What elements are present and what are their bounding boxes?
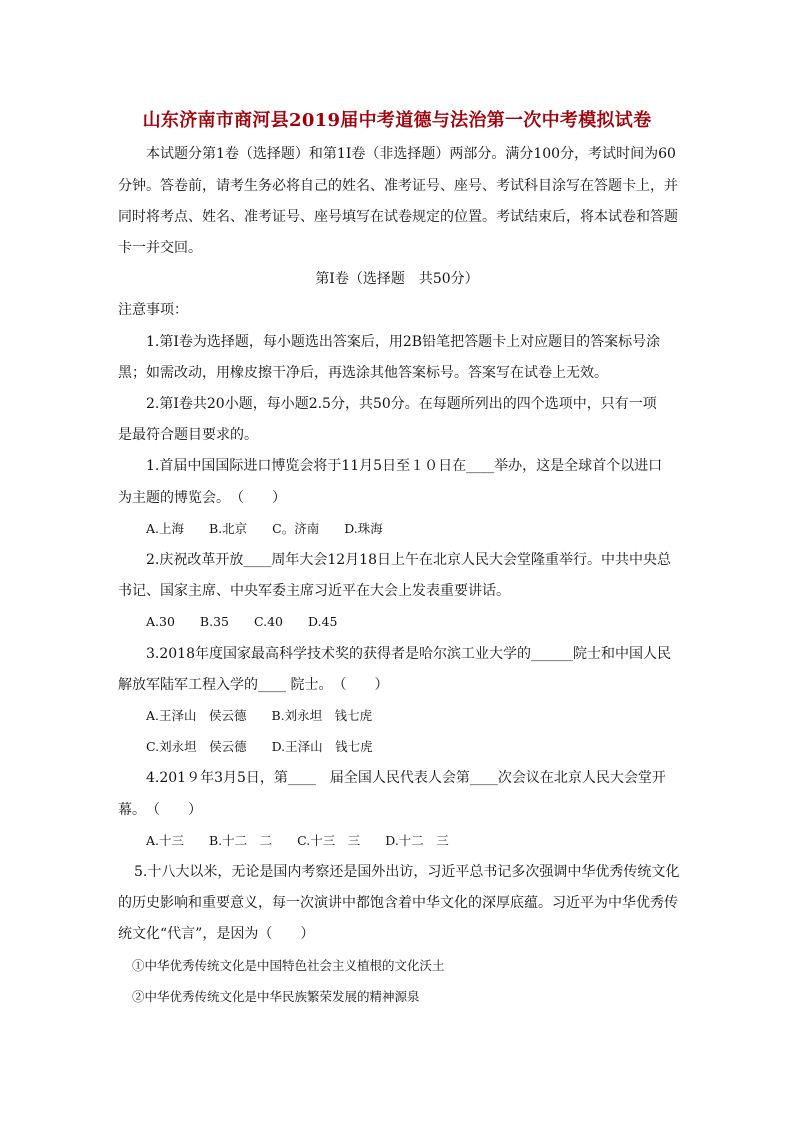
intro-line-3: 同时将考点、姓名、准考证号、座号填写在试卷规定的位置。考试结束后，将本试卷和答题: [118, 209, 678, 225]
note-line-2: 黑；如需改动，用橡皮擦干净后，再选涂其他答案标号。答案写在试卷上无效。: [118, 365, 608, 381]
note-line-3: 2.第Ⅰ卷共20小题，每小题2.5分，共50分。在每题所列出的四个选项中，只有一项: [146, 396, 657, 412]
question-3-line-1: 3.2018年度国家最高科学技术奖的获得者是哈尔滨工业大学的______院士和中国人民: [146, 646, 671, 662]
question-4-options: A.十三 B.十二 二 C.十三 三 D.十二 三: [146, 833, 449, 848]
question-2-line-1: 2.庆祝改革开放____周年大会12月18日上午在北京人民大会堂隆重举行。中共中央总: [146, 552, 671, 568]
question-4-line-1: 4.201９年3月5日，第____ 届全国人民代表人会第____次会议在北京人民大会堂开: [146, 770, 666, 786]
question-5-line-1: 5.十八大以米，无论是国内考察还是国外出访，习近平总书记多次强调中华优秀传统文化: [134, 864, 680, 880]
document-title: 山东济南市商河县2019届中考道德与法治第一次中考模拟试卷: [142, 110, 652, 131]
notes-label: 注意事项：: [118, 302, 188, 318]
question-5-line-2: 的历史影响和重要意义，每一次演讲中都饱含着中华文化的深厚底蕴。习近平为中华优秀传: [118, 895, 678, 911]
section-heading: 第Ⅰ卷（选择题 共50分）: [315, 271, 479, 287]
intro-line-4: 卡一并交回。: [118, 240, 202, 256]
question-3-line-2: 解放军陆军工程入学的____ 院士。 （ ）: [118, 677, 389, 693]
question-2-line-2: 书记、国家主席、中央军委主席习近平在大会上发表重要讲话。: [118, 583, 510, 599]
question-3-options-cd: C.刘永坦 侯云德 D.王泽山 钱七虎: [146, 739, 373, 754]
question-5-statement-2: ②中华优秀传统文化是中华民族繁荣发展的精神源泉: [132, 989, 420, 1004]
note-line-1: 1.第Ⅰ卷为选择题，每小题选出答案后，用2B铅笔把答题卡上对应题目的答案标号涂: [146, 334, 661, 350]
question-5-statement-1: ①中华优秀传统文化是中国特色社会主义植根的文化沃土: [132, 958, 445, 973]
question-1-line-1: 1.首届中国国际进口博览会将于11月5日至１０日在____举办，这是全球首个以进口: [146, 458, 663, 474]
question-1-options: A.上海 B.北京 C。济南 D.珠海: [146, 521, 383, 536]
question-4-line-2: 幕。 （ ）: [118, 802, 202, 818]
intro-line-2: 分钟。答卷前，请考生务必将自己的姓名、准考证号、座号、考试科目涂写在答题卡上，并: [118, 178, 678, 194]
question-1-line-2: 为主题的博览会。 （ ）: [118, 490, 286, 506]
intro-line-1: 本试题分第1卷（选择题）和第1I卷（非选择题）两部分。满分100分，考试时间为60: [146, 146, 676, 162]
question-3-options-ab: A.王泽山 侯云德 B.刘永坦 钱七虎: [146, 708, 373, 723]
question-2-options: A.30 B.35 C.40 D.45: [146, 614, 338, 629]
question-5-line-3: 统文化“代言”，是因为（ ）: [118, 926, 315, 942]
note-line-4: 是最符合题目要求的。: [118, 427, 258, 443]
